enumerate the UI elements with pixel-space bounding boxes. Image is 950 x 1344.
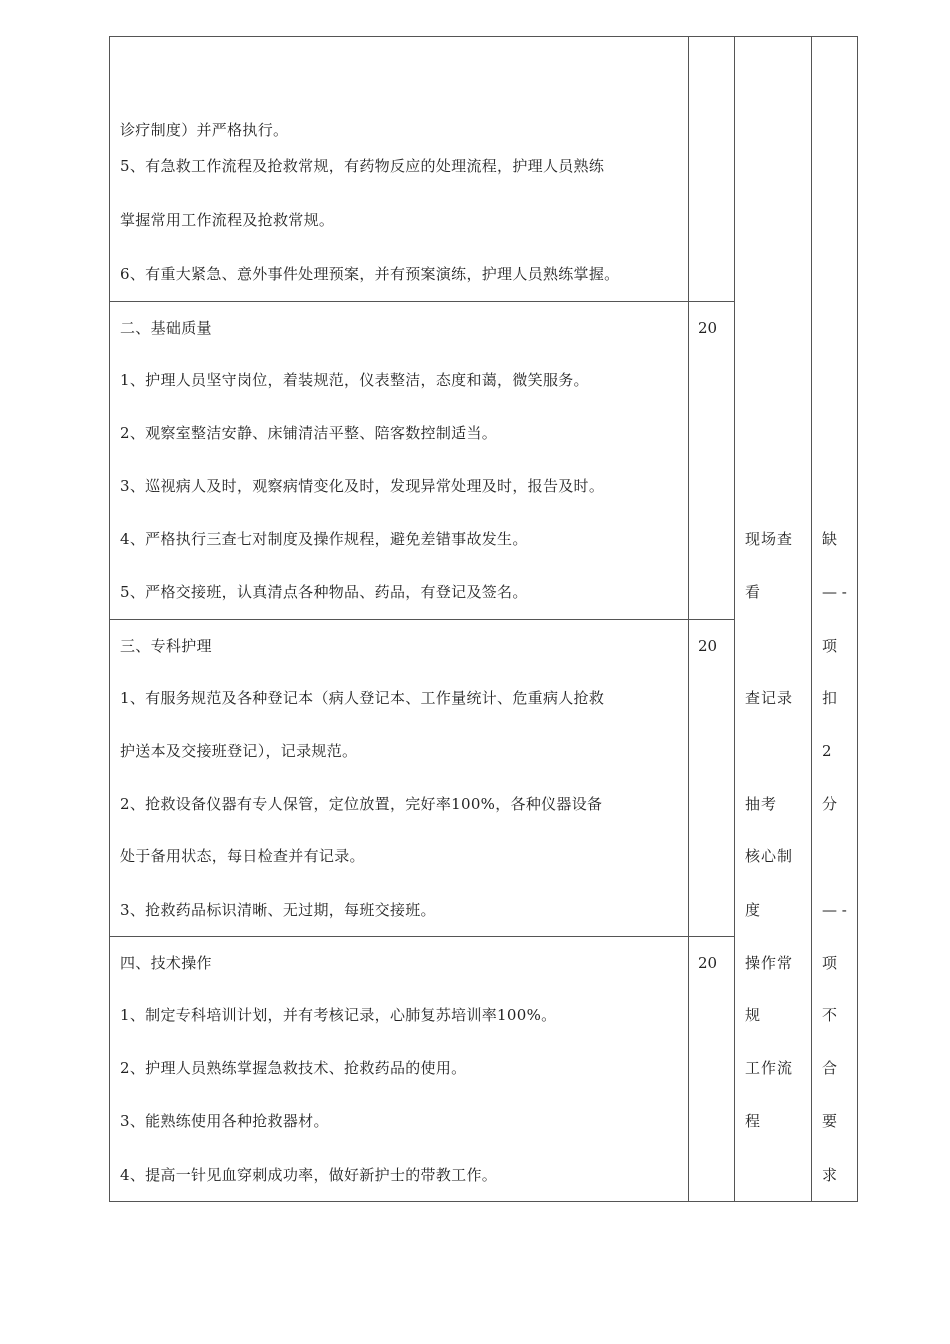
content-line: 2、护理人员熟练掌握急救技术、抢救药品的使用。 bbox=[120, 1059, 467, 1077]
deduction-text: — - bbox=[822, 583, 847, 601]
content-line: 处于备用状态，每日检查并有记录。 bbox=[120, 847, 365, 865]
deduction-text: 扣 bbox=[822, 689, 838, 707]
method-text: 查记录 bbox=[745, 689, 794, 707]
table-top-border bbox=[109, 36, 858, 37]
content-line: 护送本及交接班登记），记录规范。 bbox=[120, 742, 358, 760]
content-line: 4、提高一针见血穿刺成功率，做好新护士的带教工作。 bbox=[120, 1166, 498, 1184]
content-line: 1、制定专科培训计划，并有考核记录，心肺复苏培训率100%。 bbox=[120, 1006, 557, 1024]
deduction-text: 要 bbox=[822, 1112, 838, 1130]
content-line: 6、有重大紧急、意外事件处理预案，并有预案演练，护理人员熟练掌握。 bbox=[120, 265, 620, 283]
content-line: 3、巡视病人及时，观察病情变化及时，发现异常处理及时，报告及时。 bbox=[120, 477, 605, 495]
method-text: 看 bbox=[745, 583, 762, 601]
column-divider bbox=[811, 36, 812, 1202]
content-line: 1、有服务规范及各种登记本（病人登记本、工作量统计、危重病人抢救 bbox=[120, 689, 605, 707]
content-line: 2、观察室整洁安静、床铺清洁平整、陪客数控制适当。 bbox=[120, 424, 498, 442]
column-divider bbox=[688, 36, 689, 1202]
section-score: 20 bbox=[698, 637, 718, 655]
deduction-text: 项 bbox=[822, 954, 838, 972]
method-text: 工作流 bbox=[745, 1059, 794, 1077]
content-line: 1、护理人员坚守岗位，着装规范，仪表整洁，态度和蔼，微笑服务。 bbox=[120, 371, 589, 389]
method-text: 操作常 bbox=[745, 954, 794, 972]
row-divider bbox=[109, 301, 735, 302]
column-divider bbox=[734, 36, 735, 1202]
deduction-text: 2 bbox=[822, 742, 832, 760]
method-text: 程 bbox=[745, 1112, 762, 1130]
method-text: 规 bbox=[745, 1006, 762, 1024]
method-text: 核心制 bbox=[745, 847, 794, 865]
deduction-text: — - bbox=[822, 901, 847, 919]
content-line: 4、严格执行三查七对制度及操作规程，避免差错事故发生。 bbox=[120, 530, 528, 548]
content-line: 诊疗制度）并严格执行。 bbox=[120, 121, 289, 139]
method-text: 抽考 bbox=[745, 795, 778, 813]
deduction-text: 求 bbox=[822, 1166, 838, 1184]
row-divider bbox=[109, 936, 735, 937]
section-score: 20 bbox=[698, 954, 718, 972]
method-text: 度 bbox=[745, 901, 762, 919]
section-heading: 二、基础质量 bbox=[120, 319, 212, 337]
table-bottom-border bbox=[109, 1201, 858, 1202]
deduction-text: 合 bbox=[822, 1059, 838, 1077]
section-score: 20 bbox=[698, 319, 718, 337]
deduction-text: 项 bbox=[822, 637, 838, 655]
content-line: 3、能熟练使用各种抢救器材。 bbox=[120, 1112, 329, 1130]
content-line: 5、严格交接班，认真清点各种物品、药品，有登记及签名。 bbox=[120, 583, 528, 601]
deduction-text: 缺 bbox=[822, 530, 838, 548]
section-heading: 四、技术操作 bbox=[120, 954, 212, 972]
table-right-border bbox=[857, 36, 858, 1202]
row-divider bbox=[109, 619, 735, 620]
section-heading: 三、专科护理 bbox=[120, 637, 212, 655]
table-left-border bbox=[109, 36, 110, 1202]
method-text: 现场查 bbox=[745, 530, 794, 548]
content-line: 5、有急救工作流程及抢救常规，有药物反应的处理流程，护理人员熟练 bbox=[120, 157, 605, 175]
content-line: 2、抢救设备仪器有专人保管，定位放置，完好率100%，各种仪器设备 bbox=[120, 795, 603, 813]
content-line: 3、抢救药品标识清晰、无过期，每班交接班。 bbox=[120, 901, 436, 919]
deduction-text: 分 bbox=[822, 795, 838, 813]
deduction-text: 不 bbox=[822, 1006, 838, 1024]
content-line: 掌握常用工作流程及抢救常规。 bbox=[120, 211, 335, 229]
